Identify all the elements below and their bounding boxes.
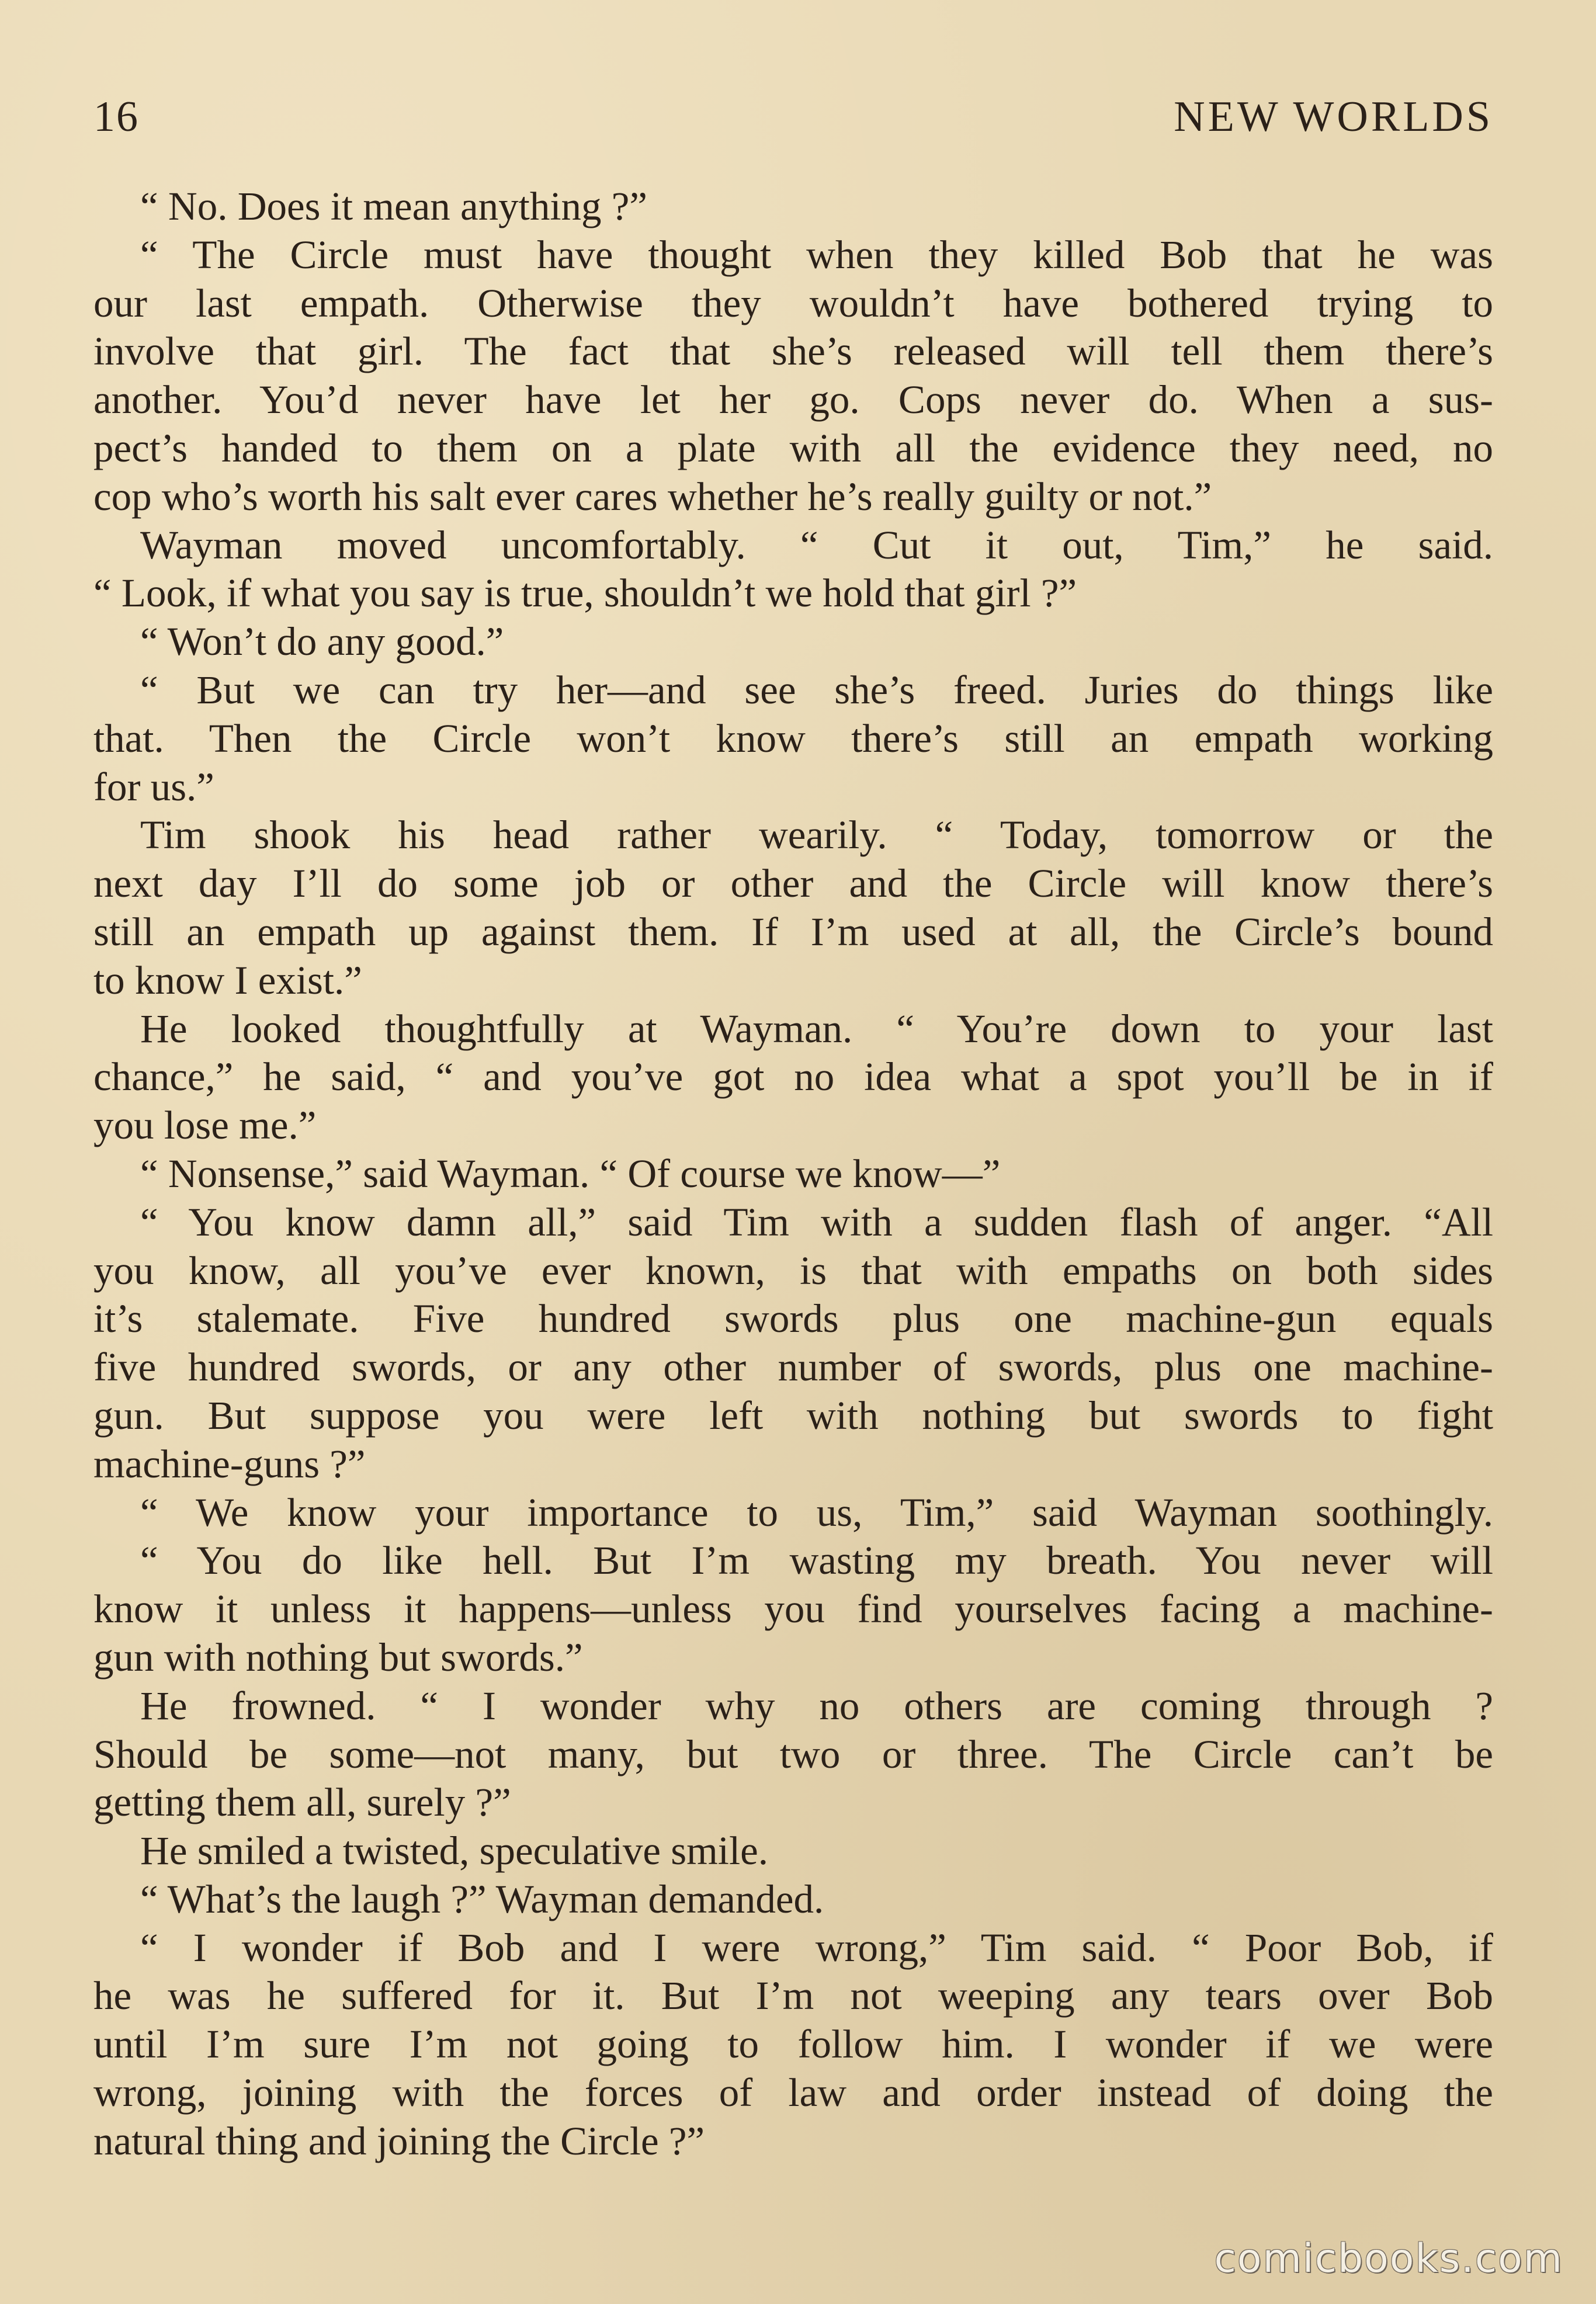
text-line: Should be some—not many, but two or three. The Circle can’t be	[93, 1732, 1493, 1776]
text-line: pect’s handed to them on a plate with all the evidence they need, no	[93, 425, 1493, 470]
text-line: he was he suffered for it. But I’m not weeping any tears over Bob	[93, 1973, 1493, 2018]
text-line: you know, all you’ve ever known, is that with empaths on both sides	[93, 1248, 1493, 1293]
text-line: you lose me.”	[93, 1103, 317, 1148]
text-line: it’s stalemate. Five hundred swords plus one machine-gun equals	[93, 1296, 1493, 1341]
watermark: comicbooks.com	[1214, 2236, 1563, 2282]
text-line: for us.”	[93, 764, 214, 809]
text-line: gun. But suppose you were left with nothing but swords to fight	[93, 1393, 1493, 1438]
text-line: “ I wonder if Bob and I were wrong,” Tim said. “ Poor Bob, if	[140, 1925, 1493, 1970]
text-line: “ Look, if what you say is true, shouldn’t we hold that girl ?”	[93, 571, 1077, 616]
text-line: cop who’s worth his salt ever cares whether he’s really guilty or not.”	[93, 474, 1212, 519]
text-line: that. Then the Circle won’t know there’s still an empath working	[93, 716, 1493, 761]
text-line: gun with nothing but swords.”	[93, 1635, 583, 1680]
text-line: Wayman moved uncomfortably. “ Cut it out, Tim,” he said.	[140, 522, 1493, 567]
text-line: He looked thoughtfully at Wayman. “ You’re down to your last	[140, 1006, 1493, 1051]
text-line: next day I’ll do some job or other and the Circle will know there’s	[93, 861, 1493, 906]
text-line: involve that girl. The fact that she’s released will tell them there’s	[93, 329, 1493, 374]
text-line: to know I exist.”	[93, 957, 362, 1002]
text-line: “ You know damn all,” said Tim with a sudden flash of anger. “All	[140, 1199, 1493, 1244]
text-line: “ But we can try her—and see she’s freed. Juries do things like	[140, 667, 1493, 712]
running-head: NEW WORLDS	[1174, 92, 1493, 141]
text-line: Tim shook his head rather wearily. “ Today, tomorrow or the	[140, 813, 1493, 858]
text-line: “ What’s the laugh ?” Wayman demanded.	[140, 1876, 824, 1921]
text-line: our last empath. Otherwise they wouldn’t have bothered trying to	[93, 280, 1493, 325]
page-header	[93, 88, 1493, 146]
text-line: He smiled a twisted, speculative smile.	[140, 1828, 768, 1873]
text-line: natural thing and joining the Circle ?”	[93, 2118, 705, 2163]
text-line: He frowned. “ I wonder why no others are coming through ?	[140, 1683, 1493, 1728]
text-line: chance,” he said, “ and you’ve got no idea what a spot you’ll be in if	[93, 1054, 1493, 1099]
body-text	[93, 182, 1493, 2166]
text-line: know it unless it happens—unless you find yourselves facing a machine-	[93, 1587, 1493, 1632]
text-line: five hundred swords, or any other number of swords, plus one machine-	[93, 1345, 1493, 1390]
text-line: “ No. Does it mean anything ?”	[140, 184, 647, 228]
text-line: machine-guns ?”	[93, 1441, 366, 1486]
text-line: “ Nonsense,” said Wayman. “ Of course we know—”	[140, 1151, 1001, 1196]
text-line: until I’m sure I’m not going to follow him. I wonder if we were	[93, 2022, 1493, 2067]
text-line: “ The Circle must have thought when they killed Bob that he was	[140, 232, 1493, 277]
text-line: another. You’d never have let her go. Cops never do. When a sus-	[93, 377, 1493, 422]
text-line: “ We know your importance to us, Tim,” said Wayman soothingly.	[140, 1490, 1493, 1535]
page-number: 16	[93, 92, 139, 141]
text-line: “ Won’t do any good.”	[140, 619, 504, 664]
text-line: getting them all, surely ?”	[93, 1780, 511, 1825]
text-line: “ You do like hell. But I’m wasting my breath. You never will	[140, 1538, 1493, 1583]
text-line: wrong, joining with the forces of law and order instead of doing the	[93, 2070, 1493, 2115]
text-line: still an empath up against them. If I’m used at all, the Circle’s bound	[93, 909, 1493, 954]
